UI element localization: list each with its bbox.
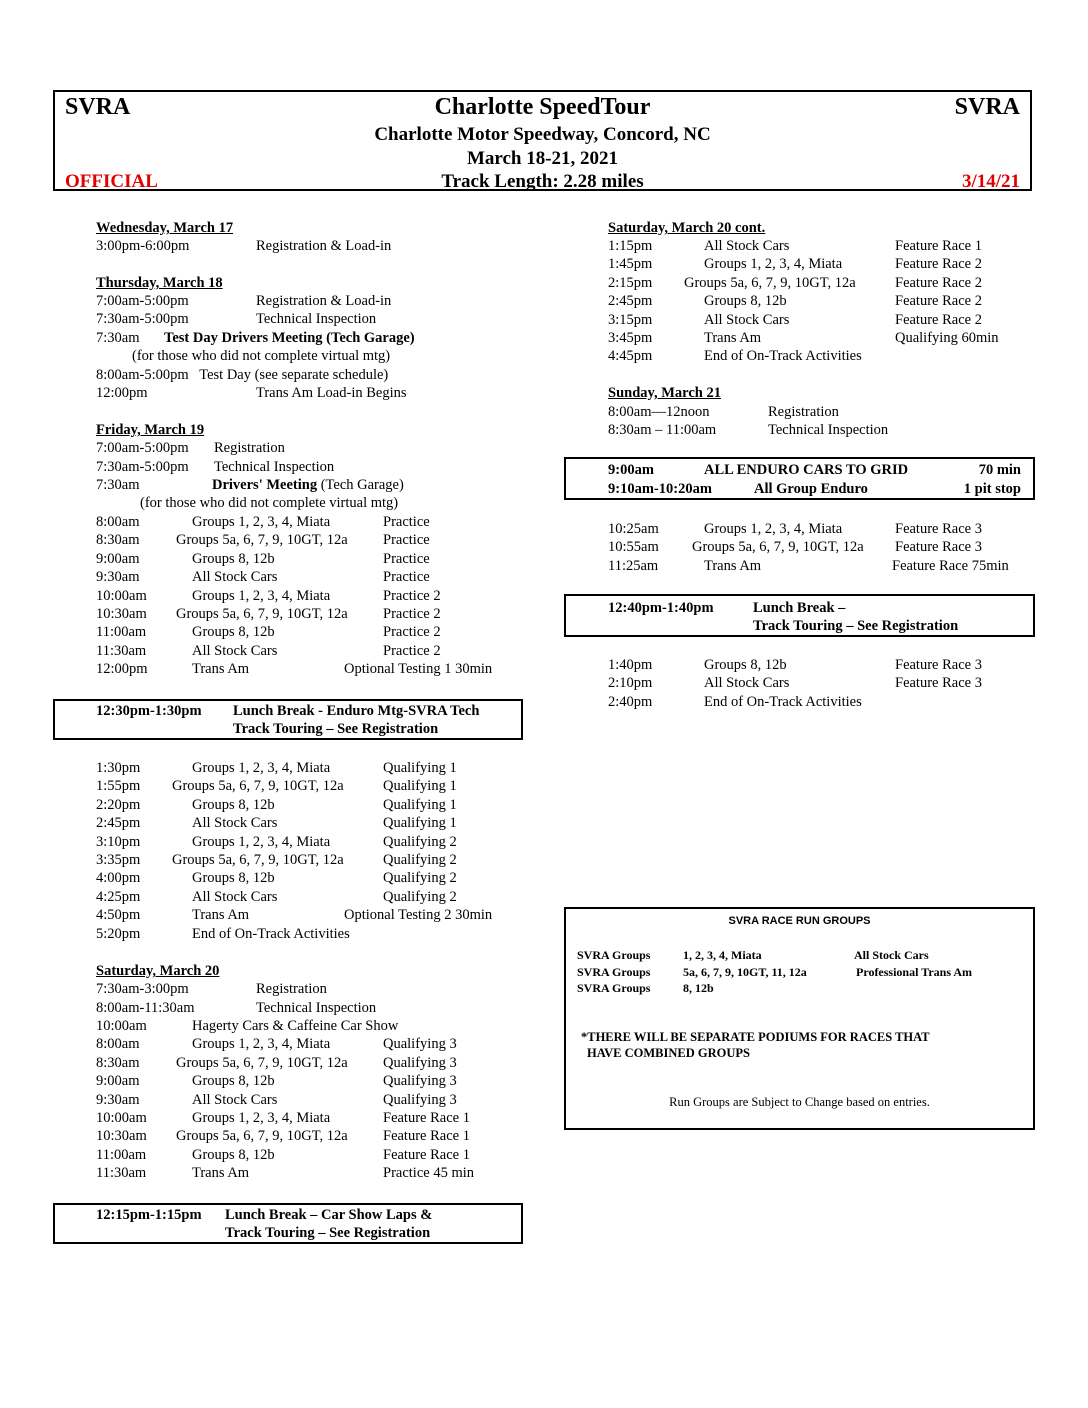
schedule-time: 2:10pm (608, 675, 653, 692)
day-heading-friday: Friday, March 19 (96, 422, 205, 438)
schedule-time: 8:00am-11:30am (96, 1000, 195, 1016)
schedule-group: Groups 1, 2, 3, 4, Miata (192, 587, 331, 604)
schedule-time: 7:30am-5:00pm (96, 459, 189, 475)
schedule-session: Practice 2 (383, 642, 441, 659)
schedule-activity: Registration (214, 440, 285, 456)
schedule-time: 12:00pm (96, 661, 148, 678)
schedule-session: Feature Race 2 (895, 311, 982, 328)
schedule-session: Qualifying 1 (383, 796, 457, 813)
run-group-label: SVRA Groups (577, 948, 651, 962)
schedule-group: End of On-Track Activities (192, 925, 350, 942)
schedule-group: Groups 8, 12b (704, 293, 787, 310)
schedule-time: 4:00pm (96, 870, 141, 887)
schedule-session: Feature Race 3 (895, 657, 982, 673)
schedule-time: 7:30am (96, 477, 140, 493)
run-group-other: Professional Trans Am (856, 964, 973, 979)
schedule-session: Feature Race 2 (895, 256, 982, 273)
enduro-event: ALL ENDURO CARS TO GRID (704, 462, 909, 478)
schedule-group: Groups 8, 12b (704, 657, 787, 673)
enduro-pit-stop: 1 pit stop (963, 481, 1021, 497)
schedule-session: Practice (383, 532, 430, 549)
schedule-group: Trans Am (192, 907, 250, 924)
schedule-time: 3:10pm (96, 833, 141, 850)
schedule-group: Groups 5a, 6, 7, 9, 10GT, 12a (172, 778, 344, 795)
schedule-group: Groups 8, 12b (192, 870, 275, 887)
schedule-session: Qualifying 1 (383, 760, 457, 776)
day-heading-thursday: Thursday, March 18 (96, 275, 223, 291)
schedule-time: 10:00am (96, 1018, 147, 1034)
schedule-group: Groups 8, 12b (192, 1073, 275, 1090)
schedule-session: Qualifying 3 (383, 1091, 457, 1108)
run-group-other: All Stock Cars (854, 948, 929, 962)
run-group-label: SVRA Groups (577, 964, 651, 979)
schedule-activity: Technical Inspection (256, 311, 377, 327)
schedule-session: Feature Race 3 (895, 539, 982, 556)
schedule-time: 5:20pm (96, 925, 141, 942)
header-dates: March 18-21, 2021 (466, 148, 619, 169)
run-groups-box (564, 907, 1035, 1130)
schedule-group: Groups 5a, 6, 7, 9, 10GT, 12a (176, 1054, 348, 1071)
schedule-time: 10:25am (608, 521, 659, 537)
schedule-time: 12:00pm (96, 385, 148, 401)
enduro-time: 9:10am-10:20am (608, 481, 712, 497)
schedule-time: 11:30am (96, 1165, 147, 1182)
schedule-time: 2:40pm (608, 693, 653, 710)
schedule-group: All Stock Cars (704, 675, 790, 692)
schedule-time: 11:00am (96, 1146, 147, 1163)
header-right-svra: SVRA (954, 94, 1020, 120)
schedule-time: 7:30am (96, 330, 140, 346)
lunch-line-1: Lunch Break – Car Show Laps & (225, 1207, 433, 1223)
schedule-activity: Registration & Load-in (256, 293, 392, 309)
schedule-time: 8:00am (96, 1036, 140, 1053)
schedule-time: 8:30am (96, 532, 140, 549)
header-left-svra: SVRA (65, 94, 131, 120)
schedule-group: Trans Am (704, 330, 762, 346)
schedule-time: 8:00am (96, 514, 140, 530)
schedule-session: Optional Testing 1 30min (344, 661, 493, 678)
schedule-time: 2:15pm (608, 274, 653, 291)
schedule-session: Qualifying 1 (383, 778, 457, 795)
schedule-time: 9:00am (96, 550, 140, 567)
schedule-session: Practice (383, 514, 430, 530)
schedule-session: Qualifying 60min (895, 330, 999, 346)
schedule-session: Qualifying 3 (383, 1036, 457, 1053)
schedule-time: 2:45pm (608, 293, 653, 310)
day-heading-sunday: Sunday, March 21 (608, 385, 721, 401)
schedule-time: 10:00am (96, 587, 147, 604)
lunch-time: 12:15pm-1:15pm (96, 1207, 202, 1223)
enduro-time: 9:00am (608, 462, 654, 478)
schedule-session: Feature Race 3 (895, 675, 982, 692)
schedule-time: 8:30am (96, 1054, 140, 1071)
lunch-line-1: Lunch Break – (753, 600, 846, 616)
schedule-time: 8:30am – 11:00am (608, 422, 717, 438)
meeting-title: Drivers' Meeting (212, 477, 318, 493)
schedule-session: Practice 2 (383, 624, 441, 641)
run-groups-title: SVRA RACE RUN GROUPS (728, 915, 871, 927)
friday-drivers-meeting (212, 476, 404, 494)
schedule-group: Groups 8, 12b (192, 624, 275, 641)
schedule-group: All Stock Cars (704, 238, 790, 254)
schedule-time: 10:00am (96, 1110, 147, 1126)
schedule-session: Qualifying 1 (383, 815, 457, 832)
enduro-length: 70 min (978, 462, 1021, 478)
lunch-line-2: Track Touring – See Registration (753, 618, 959, 634)
enduro-event: All Group Enduro (754, 481, 868, 497)
lunch-time: 12:40pm-1:40pm (608, 600, 714, 616)
schedule-session: Practice 2 (383, 606, 441, 622)
run-group-numbers: 1, 2, 3, 4, Miata (683, 948, 762, 962)
schedule-session: Feature Race 3 (895, 521, 982, 537)
meeting-note: (for those who did not complete virtual mtg) (140, 495, 399, 511)
schedule-group: Groups 5a, 6, 7, 9, 10GT, 12a (684, 274, 856, 291)
schedule-time: 9:30am (96, 1091, 140, 1108)
schedule-group: Groups 5a, 6, 7, 9, 10GT, 12a (692, 539, 864, 556)
lunch-line-2: Track Touring – See Registration (233, 721, 439, 737)
schedule-time: 4:45pm (608, 348, 653, 365)
lunch-time: 12:30pm-1:30pm (96, 703, 202, 719)
lunch-line-1: Lunch Break - Enduro Mtg-SVRA Tech (233, 703, 480, 719)
schedule-time: 3:35pm (96, 852, 141, 868)
header-title: Charlotte SpeedTour (434, 94, 651, 120)
schedule-group: Groups 1, 2, 3, 4, Miata (704, 521, 843, 537)
schedule-session: Qualifying 2 (383, 852, 457, 868)
schedule-session: Practice (383, 550, 430, 567)
schedule-time: 1:45pm (608, 256, 653, 273)
meeting-location: (Tech Garage) (317, 477, 404, 493)
schedule-time: 2:45pm (96, 815, 141, 832)
day-heading-saturday: Saturday, March 20 (96, 963, 220, 979)
schedule-session: Qualifying 2 (383, 888, 457, 905)
schedule-time: 9:00am (96, 1073, 140, 1090)
schedule-session: Practice 45 min (383, 1165, 475, 1182)
schedule-group: All Stock Cars (192, 888, 278, 905)
header-venue: Charlotte Motor Speedway, Concord, NC (374, 124, 711, 145)
schedule-session: Qualifying 3 (383, 1073, 457, 1090)
meeting-note: (for those who did not complete virtual mtg) (132, 348, 391, 364)
schedule-session: Feature Race 1 (383, 1146, 470, 1163)
official-status: OFFICIAL (65, 171, 158, 192)
podium-note-line-1: *THERE WILL BE SEPARATE PODIUMS FOR RACES THAT (581, 1030, 930, 1044)
schedule-session: Feature Race 2 (895, 293, 982, 310)
schedule-session: Practice 2 (383, 587, 441, 604)
schedule-session: Feature Race 75min (892, 557, 1009, 574)
schedule-time: 3:15pm (608, 311, 653, 328)
schedule-session: Feature Race 1 (895, 238, 982, 254)
schedule-time: 7:00am-5:00pm (96, 440, 189, 456)
schedule-activity: Technical Inspection (256, 1000, 377, 1016)
schedule-time: 11:25am (608, 557, 659, 574)
schedule-time: 3:00pm-6:00pm (96, 238, 190, 254)
schedule-time: 10:55am (608, 539, 659, 556)
schedule-group: Groups 8, 12b (192, 796, 275, 813)
schedule-group: Trans Am (192, 1165, 250, 1182)
schedule-group: Groups 5a, 6, 7, 9, 10GT, 12a (172, 852, 344, 868)
schedule-time: 4:50pm (96, 907, 141, 924)
schedule-time: 8:00am—12noon (608, 404, 710, 420)
schedule-activity: Trans Am Load-in Begins (256, 385, 407, 401)
schedule-session: Feature Race 2 (895, 274, 982, 291)
run-group-numbers: 8, 12b (683, 981, 714, 995)
friday-lunch-box (53, 699, 523, 740)
enduro-box (564, 457, 1035, 500)
header-box (53, 90, 1032, 191)
schedule-group: All Stock Cars (192, 569, 278, 586)
run-group-numbers: 5a, 6, 7, 9, 10GT, 11, 12a (683, 964, 807, 979)
track-length: Track Length: 2.28 miles (441, 171, 644, 192)
revision-date: 3/14/21 (961, 171, 1020, 192)
thursday-drivers-meeting: Test Day Drivers Meeting (Tech Garage) (164, 330, 415, 346)
schedule-group: End of On-Track Activities (704, 348, 862, 365)
schedule-group: Groups 5a, 6, 7, 9, 10GT, 12a (176, 532, 348, 549)
saturday-lunch-box (53, 1203, 523, 1244)
schedule-session: Optional Testing 2 30min (344, 907, 493, 924)
test-day-row: 8:00am-5:00pm Test Day (see separate schedule) (96, 367, 389, 383)
schedule-group: All Stock Cars (704, 311, 790, 328)
schedule-group: Trans Am (704, 557, 762, 574)
schedule-group: Groups 1, 2, 3, 4, Miata (192, 833, 331, 850)
schedule-group: Groups 1, 2, 3, 4, Miata (704, 256, 843, 273)
schedule-activity: Technical Inspection (214, 459, 335, 475)
podium-note-line-2: HAVE COMBINED GROUPS (587, 1046, 750, 1060)
schedule-group: Groups 1, 2, 3, 4, Miata (192, 1110, 331, 1126)
schedule-time: 10:30am (96, 1128, 147, 1145)
schedule-session: Qualifying 2 (383, 870, 457, 887)
schedule-time: 11:30am (96, 642, 147, 659)
schedule-group: Groups 8, 12b (192, 1146, 275, 1163)
schedule-time: 1:30pm (96, 760, 141, 776)
schedule-activity: Registration & Load-in (256, 238, 392, 254)
schedule-group: All Stock Cars (192, 1091, 278, 1108)
schedule-time: 9:30am (96, 569, 140, 586)
schedule-group: Groups 1, 2, 3, 4, Miata (192, 514, 331, 530)
schedule-time: 10:30am (96, 606, 147, 622)
schedule-time: 3:45pm (608, 330, 653, 346)
schedule-group: Groups 8, 12b (192, 550, 275, 567)
schedule-session: Practice (383, 569, 430, 586)
schedule-session: Feature Race 1 (383, 1128, 470, 1145)
schedule-activity: Registration (256, 981, 327, 997)
day-heading-wednesday: Wednesday, March 17 (96, 220, 234, 236)
schedule-group: All Stock Cars (192, 815, 278, 832)
schedule-session: Qualifying 2 (383, 833, 457, 850)
sunday-lunch-box (564, 594, 1035, 637)
schedule-time: 7:30am-5:00pm (96, 311, 189, 327)
schedule-group: Groups 5a, 6, 7, 9, 10GT, 12a (176, 1128, 348, 1145)
schedule-time: 1:15pm (608, 238, 653, 254)
lunch-line-2: Track Touring – See Registration (225, 1225, 431, 1241)
schedule-session: Feature Race 1 (383, 1110, 470, 1126)
schedule-activity: Technical Inspection (768, 422, 889, 438)
schedule-time: 2:20pm (96, 796, 141, 813)
day-heading-saturday-cont: Saturday, March 20 cont. (608, 220, 766, 236)
schedule-activity: Registration (768, 404, 839, 420)
schedule-group: End of On-Track Activities (704, 693, 862, 710)
schedule-group: Groups 1, 2, 3, 4, Miata (192, 1036, 331, 1053)
schedule-time: 1:40pm (608, 657, 653, 673)
schedule-session: Qualifying 3 (383, 1054, 457, 1071)
schedule-time: 11:00am (96, 624, 147, 641)
schedule-group: Hagerty Cars & Caffeine Car Show (192, 1018, 399, 1034)
schedule-group: Groups 1, 2, 3, 4, Miata (192, 760, 331, 776)
schedule-time: 1:55pm (96, 778, 141, 795)
schedule-group: Trans Am (192, 661, 250, 678)
schedule-time: 4:25pm (96, 888, 141, 905)
run-group-label: SVRA Groups (577, 981, 651, 995)
schedule-time: 7:00am-5:00pm (96, 293, 189, 309)
subject-to-change-note: Run Groups are Subject to Change based on entries. (669, 1095, 930, 1109)
schedule-time: 7:30am-3:00pm (96, 981, 189, 997)
schedule-group: All Stock Cars (192, 642, 278, 659)
schedule-group: Groups 5a, 6, 7, 9, 10GT, 12a (176, 606, 348, 622)
